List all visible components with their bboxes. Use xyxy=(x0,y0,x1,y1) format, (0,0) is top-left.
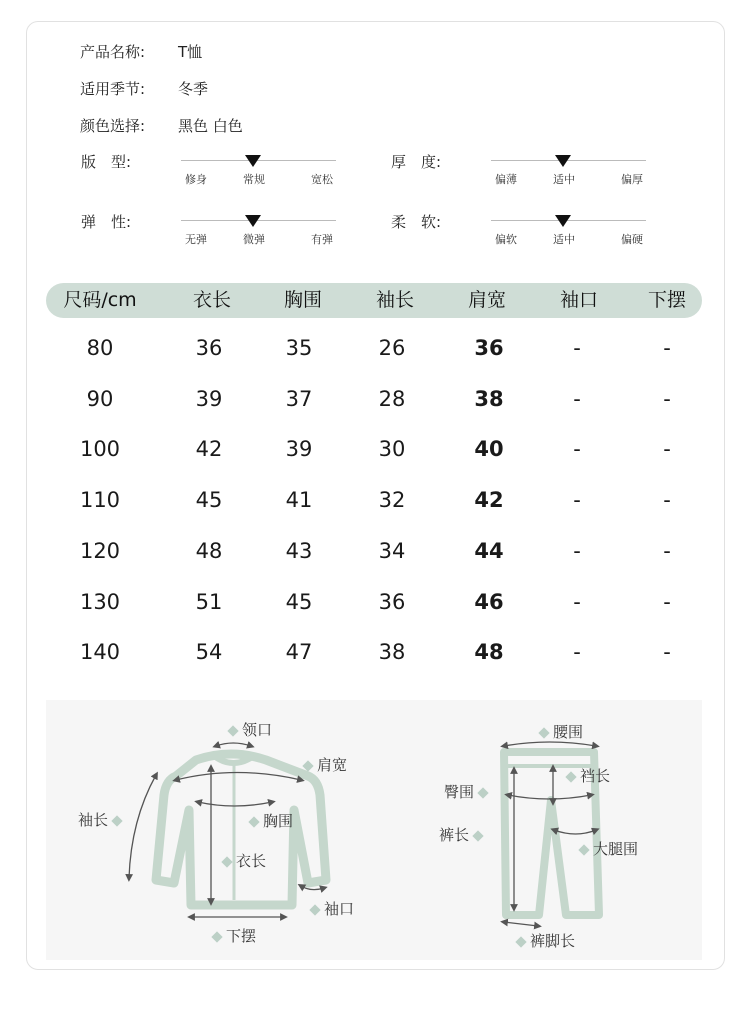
measure-cell: - xyxy=(573,386,581,411)
measure-cell: 35 xyxy=(285,336,313,360)
measure-cell: 36 xyxy=(378,589,406,614)
sleeve-label: 袖长 xyxy=(78,809,126,830)
elasticity-label: 弹 性: xyxy=(81,213,132,231)
fit-track xyxy=(181,160,336,161)
measure-cell: 32 xyxy=(378,488,406,513)
product-name-row xyxy=(80,41,202,62)
size-cell: 100 xyxy=(79,437,121,462)
diamond-icon xyxy=(302,760,313,771)
fit-option: 修身 xyxy=(185,173,207,186)
measure-cell: 41 xyxy=(285,488,313,513)
measure-cell: 40 xyxy=(474,437,504,462)
garment-illustration xyxy=(46,700,702,960)
leg-opening-label: 裤脚长 xyxy=(512,930,575,951)
season-value: 冬季 xyxy=(178,80,209,98)
softness-scale xyxy=(391,211,701,261)
collar-label: 领口 xyxy=(224,719,272,740)
size-cell: 90 xyxy=(86,386,114,411)
measure-cell: 36 xyxy=(195,336,223,360)
softness-marker xyxy=(555,215,571,227)
measure-cell: - xyxy=(663,640,671,665)
measure-cell: - xyxy=(663,336,671,360)
softness-label: 柔 软: xyxy=(391,213,442,231)
product-name-label: 产品名称: xyxy=(80,43,146,61)
thickness-track xyxy=(491,160,646,161)
measure-cell: 46 xyxy=(474,589,504,614)
measure-cell: 43 xyxy=(285,538,313,563)
measure-cell: 48 xyxy=(195,538,223,563)
fit-label: 版 型: xyxy=(81,153,132,171)
color-label: 颜色选择: xyxy=(80,117,146,135)
softness-track xyxy=(491,220,646,221)
size-table-header xyxy=(46,283,702,318)
measure-cell: 28 xyxy=(378,386,406,411)
softness-option: 偏软 xyxy=(495,233,517,246)
measure-cell: - xyxy=(573,589,581,614)
waist-label: 腰围 xyxy=(535,721,583,742)
measure-cell: - xyxy=(573,437,581,462)
elasticity-option: 无弹 xyxy=(185,233,207,246)
measure-cell: 34 xyxy=(378,538,406,563)
fit-marker xyxy=(245,155,261,167)
diamond-icon xyxy=(472,830,483,841)
elasticity-option: 微弹 xyxy=(243,233,265,246)
diamond-icon xyxy=(227,725,238,736)
measure-cell: - xyxy=(663,437,671,462)
season-row xyxy=(80,78,208,99)
measure-cell: 30 xyxy=(378,437,406,462)
diamond-icon xyxy=(111,815,122,826)
size-cell: 140 xyxy=(79,640,121,665)
thickness-option: 适中 xyxy=(553,173,575,186)
size-cell: 130 xyxy=(79,589,121,614)
measure-cell: 38 xyxy=(474,386,504,411)
header-hem: 下摆 xyxy=(647,289,686,311)
diamond-icon xyxy=(211,931,222,942)
elasticity-track xyxy=(181,220,336,221)
measurement-diagram xyxy=(46,700,702,960)
size-cell: 80 xyxy=(86,336,114,360)
measure-cell: 42 xyxy=(195,437,223,462)
measure-cell: 51 xyxy=(195,589,223,614)
hem-label: 下摆 xyxy=(208,925,256,946)
measure-cell: - xyxy=(573,538,581,563)
diamond-icon xyxy=(248,816,259,827)
diamond-icon xyxy=(309,904,320,915)
hip-label: 臀围 xyxy=(444,781,492,802)
diamond-icon xyxy=(538,727,549,738)
measure-cell: 44 xyxy=(474,538,504,563)
measure-cell: 48 xyxy=(474,640,504,665)
chest-label: 胸围 xyxy=(245,810,293,831)
measure-cell: 39 xyxy=(195,386,223,411)
header-cuff: 袖口 xyxy=(559,289,598,311)
header-length: 衣长 xyxy=(192,289,231,311)
elasticity-scale xyxy=(81,211,391,261)
elasticity-option: 有弹 xyxy=(311,233,333,246)
header-chest: 胸围 xyxy=(283,289,322,311)
measure-cell: 39 xyxy=(285,437,313,462)
measure-cell: - xyxy=(663,488,671,513)
diamond-icon xyxy=(578,844,589,855)
measure-cell: 42 xyxy=(474,488,504,513)
pants-length-label: 裤长 xyxy=(439,824,487,845)
measure-cell: 26 xyxy=(378,336,406,360)
thigh-label: 大腿围 xyxy=(575,838,638,859)
elasticity-marker xyxy=(245,215,261,227)
fit-scale xyxy=(81,151,391,201)
header-shoulder: 肩宽 xyxy=(467,289,506,311)
measure-cell: - xyxy=(663,386,671,411)
jacket-icon xyxy=(156,754,326,905)
diamond-icon xyxy=(477,787,488,798)
season-label: 适用季节: xyxy=(80,80,146,98)
thickness-label: 厚 度: xyxy=(391,153,442,171)
measure-cell: 45 xyxy=(195,488,223,513)
diamond-icon xyxy=(221,856,232,867)
thickness-scale xyxy=(391,151,701,201)
measure-cell: - xyxy=(573,640,581,665)
softness-option: 偏硬 xyxy=(621,233,643,246)
fit-option: 常规 xyxy=(243,173,265,186)
product-name-value: T恤 xyxy=(178,43,203,61)
measure-cell: 54 xyxy=(195,640,223,665)
thickness-option: 偏厚 xyxy=(621,173,643,186)
color-row xyxy=(80,115,243,136)
measure-cell: - xyxy=(573,336,581,360)
rise-label: 裆长 xyxy=(562,765,610,786)
measure-cell: 38 xyxy=(378,640,406,665)
size-cell: 120 xyxy=(79,538,121,563)
header-size: 尺码/cm xyxy=(63,289,137,311)
fit-option: 宽松 xyxy=(311,173,333,186)
softness-option: 适中 xyxy=(553,233,575,246)
measure-cell: - xyxy=(663,589,671,614)
shoulder-label: 肩宽 xyxy=(299,754,347,775)
measure-cell: 36 xyxy=(474,336,504,360)
thickness-marker xyxy=(555,155,571,167)
color-value: 黑色 白色 xyxy=(178,117,243,135)
size-cell: 110 xyxy=(79,488,121,513)
diamond-icon xyxy=(565,771,576,782)
header-sleeve: 袖长 xyxy=(375,289,414,311)
measure-cell: 47 xyxy=(285,640,313,665)
measure-cell: 45 xyxy=(285,589,313,614)
cuff-label: 袖口 xyxy=(306,898,354,919)
measure-cell: 37 xyxy=(285,386,313,411)
measure-cell: - xyxy=(573,488,581,513)
length-label: 衣长 xyxy=(218,850,266,871)
diamond-icon xyxy=(515,936,526,947)
thickness-option: 偏薄 xyxy=(495,173,517,186)
measure-cell: - xyxy=(663,538,671,563)
